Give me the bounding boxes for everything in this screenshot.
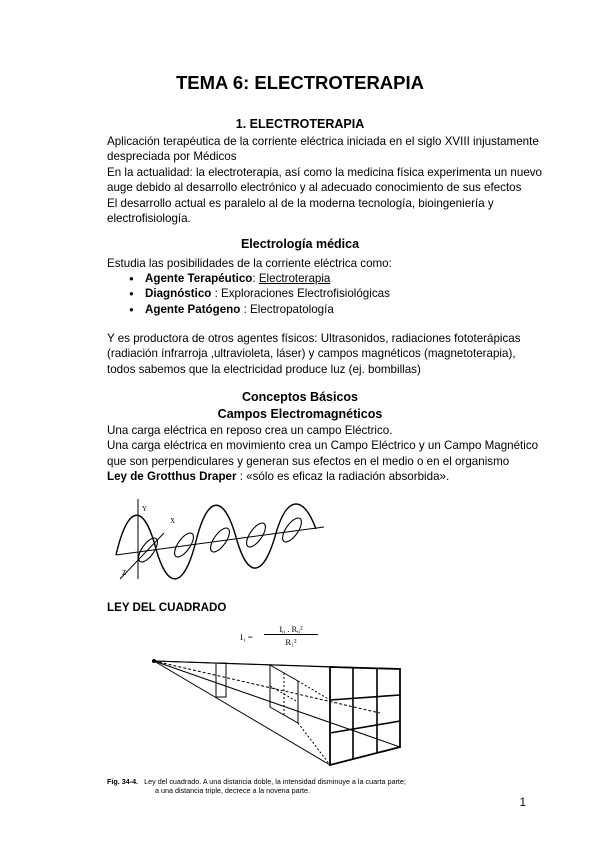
formula-lhs: I₁ =	[240, 632, 253, 642]
text-line: El desarrollo actual es paralelo al de la moderna tecnología, bioingeniería y	[107, 196, 494, 210]
text-line: todos sabemos que la electricidad produce luz (ej. bombillas)	[107, 362, 421, 376]
text-line: despreciada por Médicos	[107, 150, 237, 164]
text-line: Una carga eléctrica en movimiento crea un Campo Eléctrico y un Campo Magnético	[107, 439, 539, 453]
area-1	[216, 663, 226, 697]
text-line: En la actualidad: la electroterapia, así como la medicina física experimenta un nuevo	[107, 165, 543, 179]
section-heading-ley-cuadrado: LEY DEL CUADRADO	[107, 601, 227, 614]
axis-label-x: X	[170, 517, 176, 525]
law-line: Ley de Grotthus Draper : «sólo es eficaz la radiación absorbida».	[107, 470, 450, 484]
page-number: 1	[519, 797, 526, 809]
text-line: que son perpendiculares y generan sus efectos en el medio o en el organismo	[107, 454, 510, 468]
section-heading-campos: Campos Electromagnéticos	[217, 407, 383, 421]
section3-body	[107, 423, 538, 485]
caption-line-2: a una distancia triple, decrece a la novena parte.	[155, 786, 311, 795]
caption-label: Fig. 34-4.	[107, 777, 139, 786]
section2-paragraph	[107, 331, 521, 377]
list-item: ● Agente Terapéutico: Electroterapia	[129, 271, 390, 286]
section-heading-electrologia: Electrología médica	[240, 237, 360, 251]
page-title: TEMA 6: ELECTROTERAPIA	[175, 72, 425, 93]
ray-center	[154, 661, 380, 713]
area-3	[330, 667, 400, 765]
light-source-point	[152, 659, 156, 663]
electromagnetic-wave-figure	[108, 493, 330, 585]
axis-label-y: Y	[142, 505, 148, 513]
bullet-list	[129, 271, 390, 317]
list-item: ● Diagnóstico : Exploraciones Electrofisiológicas	[129, 286, 390, 301]
figure-caption	[107, 777, 406, 795]
text-line: auge debido al desarrollo electrónico y al adecuado conocimiento de sus efectos	[107, 181, 522, 195]
formula-numerator: I₀ . R₀²	[264, 624, 318, 635]
axis-label-z: Z	[122, 569, 127, 577]
formula-denominator: R₁²	[285, 637, 297, 647]
text-line: (radiación ínfrarroja ,ultravioleta, láser) y campos magnéticos (magnetoterapia),	[107, 347, 516, 361]
section-heading-conceptos: Conceptos Básicos	[241, 390, 358, 404]
text-line: Una carga eléctrica en reposo crea un campo Eléctrico.	[107, 424, 393, 437]
text-line: electrofisiología.	[107, 212, 191, 226]
caption-line-1: Ley del cuadrado. A una distancia doble, la intensidad disminuye a la cuarta parte;	[144, 777, 406, 786]
section-heading-electroterapia: 1. ELECTROTERAPIA	[235, 117, 365, 131]
section2-intro: Estudia las posibilidades de la corriente eléctrica como:	[107, 257, 392, 270]
text-line: Y es productora de otros agentes físicos: Ultrasonidos, radiaciones fototerápicas	[107, 332, 521, 345]
formula	[240, 624, 350, 652]
inverse-square-figure	[150, 655, 410, 775]
text-line: Aplicación terapéutica de la corriente eléctrica iniciada en el siglo XVIII injustamente	[107, 135, 539, 148]
section1-body	[107, 134, 542, 226]
list-item: ● Agente Patógeno : Electropatología	[129, 302, 390, 317]
